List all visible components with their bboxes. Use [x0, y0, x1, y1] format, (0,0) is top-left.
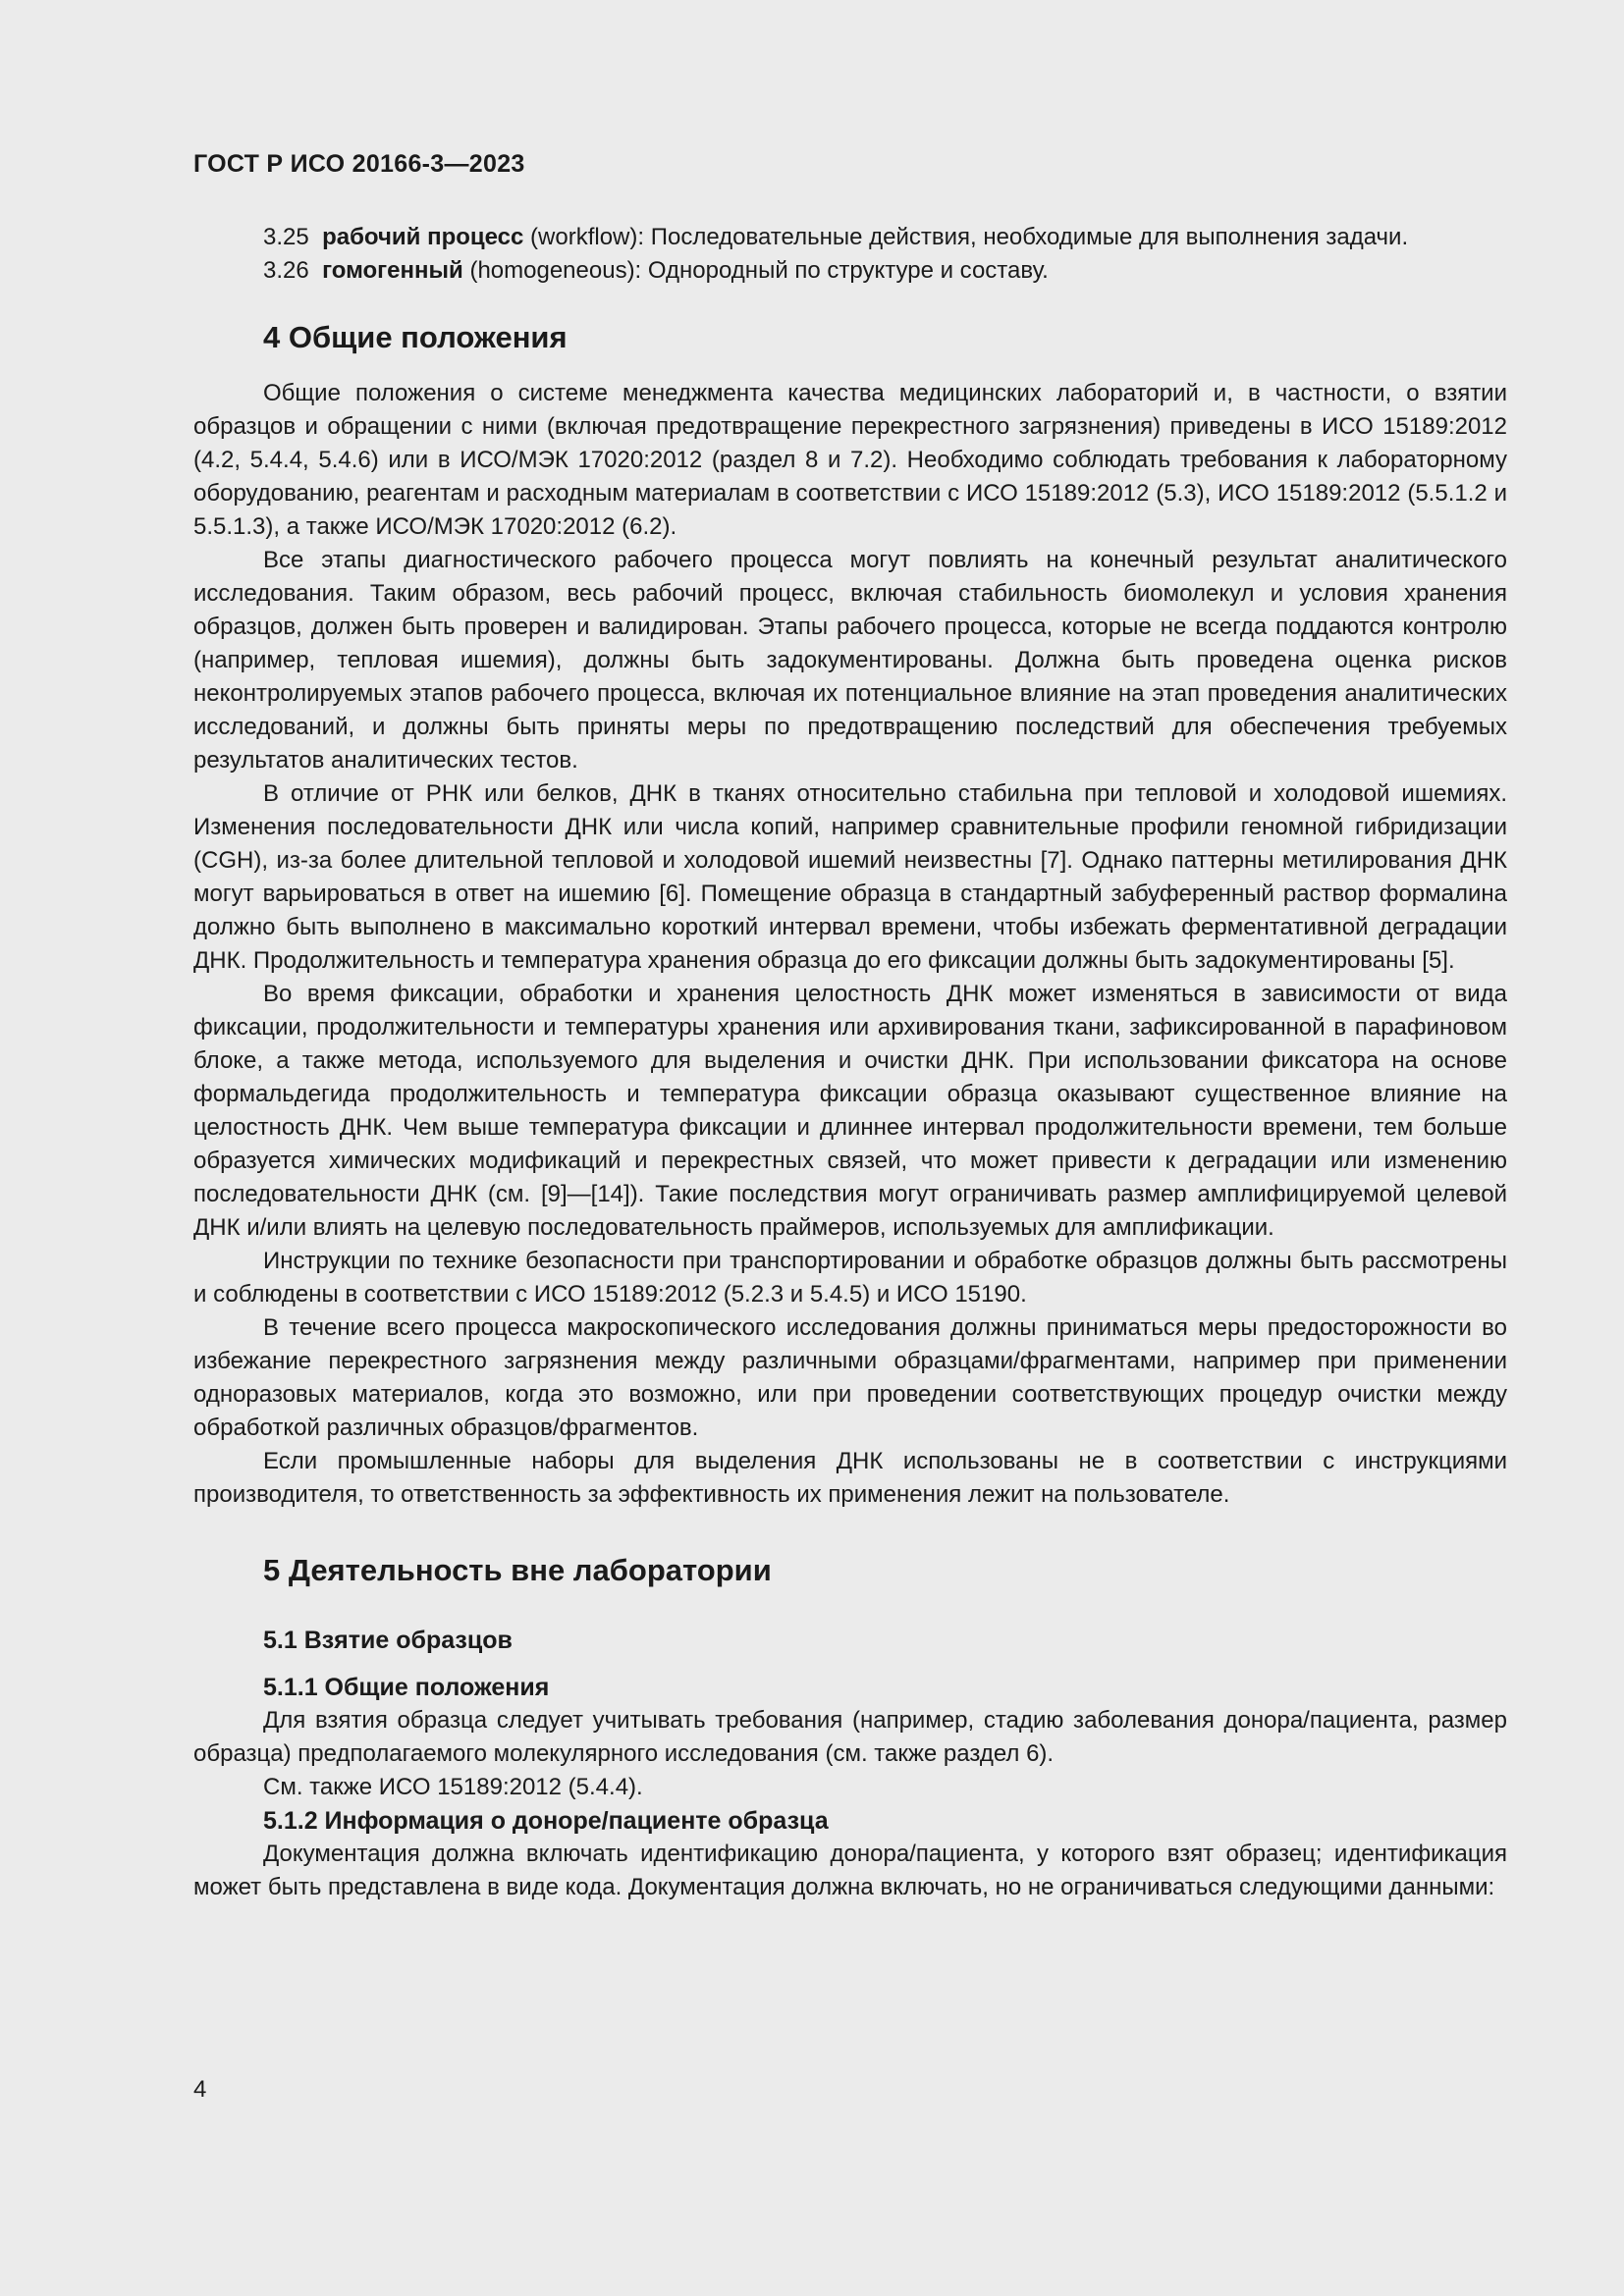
paragraph: См. также ИСО 15189:2012 (5.4.4). — [263, 1774, 643, 1800]
section-heading: 5 Деятельность вне лаборатории — [263, 1553, 772, 1587]
term-name: рабочий процесс — [322, 224, 524, 250]
term-name: гомогенный — [322, 257, 463, 284]
subsection-heading: 5.1 Взятие образцов — [263, 1627, 513, 1654]
paragraph: В отличие от РНК или белков, ДНК в тканях относительно стабильна при тепловой и холодовой ишемиях. Изменения последовательности ДНК или числа копий, например сравнительные профили геномной гибридизации (CGH), из-за более длительной тепловой и холодовой ишемий неизвестны [7]. Однако паттерны метилирования ДНК могут варьироваться в ответ на ишемию [6]. Помещение образца в стандартный забуференный раствор формалина должно быть выполнено в максимально короткий интервал времени, чтобы избежать ферментативной деградации ДНК. Продолжительность и температура хранения образца до его фиксации должны быть задокументированы [5]. — [193, 780, 1507, 974]
paragraph: Общие положения о системе менеджмента качества медицинских лабораторий и, в частности, о взятии образцов и обращении с ними (включая предотвращение перекрестного загрязнения) приведены в ИСО 15189:2012 (4.2, 5.4.4, 5.4.6) или в ИСО/МЭК 17020:2012 (раздел 8 и 7.2). Необходимо соблюдать требования к лабораторному оборудованию, реагентам и расходным материалам в соответствии с ИСО 15189:2012 (5.3), ИСО 15189:2012 (5.5.1.2 и 5.5.1.3), а также ИСО/МЭК 17020:2012 (6.2). — [193, 380, 1507, 540]
paragraph: Во время фиксации, обработки и хранения целостность ДНК может изменяться в зависимости от вида фиксации, продолжительности и температуры хранения или архивирования ткани, зафиксированной в парафиновом блоке, а также метода, используемого для выделения и очистки ДНК. При использовании фиксатора на основе формальдегида продолжительность и температура фиксации образца оказывают существенное влияние на целостность ДНК. Чем выше температура фиксации и длиннее интервал продолжительности времени, тем больше образуется химических модификаций и перекрестных связей, что может привести к деградации или изменению последовательности ДНК (см. [9]—[14]). Такие последствия могут ограничивать размер амплифицируемой целевой ДНК и/или влиять на целевую последовательность праймеров, используемых для амплификации. — [193, 981, 1507, 1241]
paragraph: Все этапы диагностического рабочего процесса могут повлиять на конечный результат аналитического исследования. Таким образом, весь рабочий процесс, включая стабильность биомолекул и условия хранения образцов, должен быть проверен и валидирован. Этапы рабочего процесса, которые не всегда поддаются контролю (например, тепловая ишемия), должны быть задокументированы. Должна быть проведена оценка рисков неконтролируемых этапов рабочего процесса, включая их потенциальное влияние на этап проведения аналитических исследований, и должны быть приняты меры по предотвращению последствий для обеспечения требуемых результатов аналитических тестов. — [193, 547, 1507, 774]
paragraph: Если промышленные наборы для выделения ДНК использованы не в соответствии с инструкциями производителя, то ответственность за эффективность их применения лежит на пользователе. — [193, 1448, 1507, 1508]
term-number: 3.26 — [263, 257, 309, 284]
document-page — [193, 147, 1507, 1904]
page-number: 4 — [193, 2076, 207, 2103]
term-text: (workflow): Последовательные действия, необходимые для выполнения задачи. — [523, 224, 1409, 250]
term-definition — [193, 254, 1507, 288]
term-number: 3.25 — [263, 224, 309, 250]
term-definition — [193, 221, 1507, 254]
paragraph: Для взятия образца следует учитывать требования (например, стадию заболевания донора/пациента, размер образца) предполагаемого молекулярного исследования (см. также раздел 6). — [193, 1707, 1507, 1767]
subsection-heading: 5.1.2 Информация о доноре/пациенте образца — [263, 1807, 829, 1835]
paragraph: В течение всего процесса макроскопического исследования должны приниматься меры предосторожности во избежание перекрестного загрязнения между различными образцами/фрагментами, например при применении одноразовых материалов, когда это возможно, или при проведении соответствующих процедур очистки между обработкой различных образцов/фрагментов. — [193, 1314, 1507, 1441]
paragraph: Инструкции по технике безопасности при транспортировании и обработке образцов должны быть рассмотрены и соблюдены в соответствии с ИСО 15189:2012 (5.2.3 и 5.4.5) и ИСО 15190. — [193, 1248, 1507, 1308]
section-heading: 4 Общие положения — [263, 320, 568, 354]
term-text: (homogeneous): Однородный по структуре и составу. — [462, 257, 1049, 284]
subsection-heading: 5.1.1 Общие положения — [263, 1674, 550, 1701]
document-header: ГОСТ Р ИСО 20166-3—2023 — [193, 150, 525, 178]
paragraph: Документация должна включать идентификацию донора/пациента, у которого взят образец; идентификация может быть представлена в виде кода. Документация должна включать, но не ограничиваться следующими данными: — [193, 1841, 1507, 1900]
